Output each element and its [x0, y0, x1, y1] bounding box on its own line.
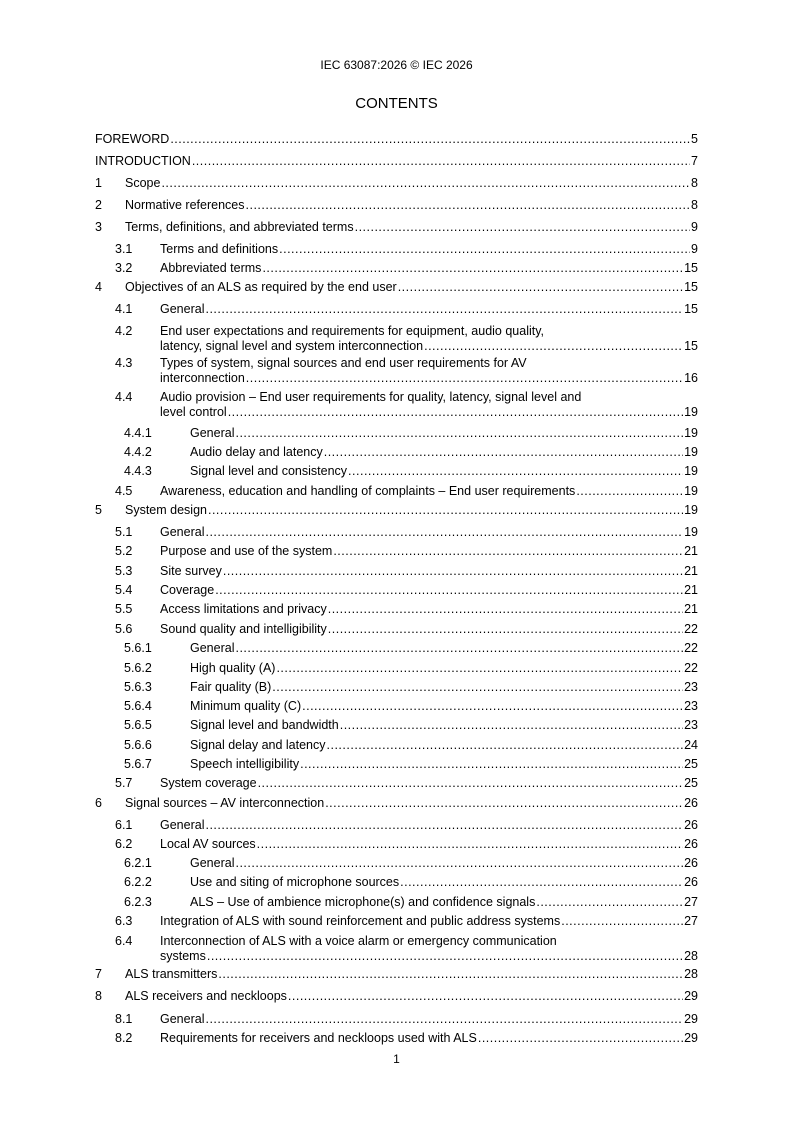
- toc-entry-page: 28: [684, 967, 698, 981]
- toc-entry-title: General: [160, 302, 205, 316]
- toc-entry-page: 22: [684, 641, 698, 655]
- dot-leader: [235, 856, 683, 871]
- toc-entry-number: 5.1: [115, 525, 133, 539]
- toc-entry-page: 21: [684, 564, 698, 578]
- toc-entry[interactable]: [95, 856, 698, 872]
- toc-entry-number: 8: [95, 989, 102, 1003]
- toc-entry-page: 8: [691, 198, 698, 212]
- toc-entry[interactable]: [95, 622, 698, 638]
- dot-leader: [161, 176, 690, 191]
- toc-entry-title: FOREWORD: [95, 132, 170, 146]
- toc-entry-number: 3: [95, 220, 102, 234]
- dot-leader: [205, 525, 683, 540]
- toc-entry[interactable]: [95, 967, 698, 983]
- toc-entry-page: 19: [684, 445, 698, 459]
- toc-entry[interactable]: [95, 503, 698, 519]
- toc-entry[interactable]: [95, 1012, 698, 1028]
- toc-entry-page: 15: [684, 339, 698, 353]
- toc-entry-number: 3.2: [115, 261, 133, 275]
- toc-entry-number: 4.2: [115, 324, 133, 338]
- dot-leader: [205, 818, 683, 833]
- toc-entry-page: 15: [684, 302, 698, 316]
- toc-entry-title: Objectives of an ALS as required by the end user: [125, 280, 397, 294]
- page-title: CONTENTS: [355, 95, 438, 112]
- toc-entry-title: General: [190, 426, 235, 440]
- toc-entry-page: 7: [691, 154, 698, 168]
- toc-entry[interactable]: [95, 934, 698, 963]
- dot-leader: [424, 339, 683, 354]
- toc-entry-title-continuation: level control: [160, 405, 227, 419]
- toc-entry-number: 5.6.5: [124, 718, 152, 732]
- toc-entry-page: 21: [684, 583, 698, 597]
- dot-leader: [324, 445, 683, 460]
- toc-entry-title: General: [160, 818, 205, 832]
- toc-entry-title: Local AV sources: [160, 837, 256, 851]
- toc-entry-title: Normative references: [125, 198, 245, 212]
- toc-entry-page: 22: [684, 622, 698, 636]
- toc-entry-number: 8.1: [115, 1012, 133, 1026]
- dot-leader: [288, 989, 683, 1004]
- dot-leader: [561, 914, 683, 929]
- toc-entry-title: Integration of ALS with sound reinforcement and public address systems: [160, 914, 561, 928]
- toc-entry-number: 8.2: [115, 1031, 133, 1045]
- toc-entry-title: Signal sources – AV interconnection: [125, 796, 325, 810]
- toc-entry-page: 24: [684, 738, 698, 752]
- dot-leader: [279, 242, 690, 257]
- toc-entry-title: General: [190, 641, 235, 655]
- toc-entry-title: ALS – Use of ambience microphone(s) and confidence signals: [190, 895, 536, 909]
- toc-entry-number: 5.4: [115, 583, 133, 597]
- dot-leader: [218, 967, 683, 982]
- toc-entry-page: 19: [684, 503, 698, 517]
- toc-entry[interactable]: [95, 198, 698, 214]
- dot-leader: [258, 776, 684, 791]
- toc-entry-title-continuation: latency, signal level and system interconnection: [160, 339, 424, 353]
- toc-entry[interactable]: [95, 261, 698, 277]
- toc-entry[interactable]: [95, 796, 698, 812]
- toc-entry-number: 5.2: [115, 544, 133, 558]
- toc-entry-number: 5.6.4: [124, 699, 152, 713]
- toc-entry-number: 5.6.3: [124, 680, 152, 694]
- toc-entry[interactable]: [95, 875, 698, 891]
- toc-entry-page: 9: [691, 242, 698, 256]
- toc-entry-number: 6.2.2: [124, 875, 152, 889]
- toc-entry-title: Coverage: [160, 583, 215, 597]
- toc-entry-title: General: [160, 1012, 205, 1026]
- dot-leader: [246, 198, 691, 213]
- toc-entry-page: 25: [684, 776, 698, 790]
- dot-leader: [333, 544, 683, 559]
- toc-entry-title: High quality (A): [190, 661, 276, 675]
- toc-entry[interactable]: [95, 464, 698, 480]
- toc-entry-title: Scope: [125, 176, 161, 190]
- toc-entry-page: 29: [684, 1012, 698, 1026]
- toc-entry[interactable]: [95, 154, 698, 170]
- toc-entry[interactable]: [95, 525, 698, 541]
- toc-entry[interactable]: [95, 564, 698, 580]
- toc-entry-title: Awareness, education and handling of complaints – End user requirements: [160, 484, 576, 498]
- toc-entry-title: Signal level and consistency: [190, 464, 348, 478]
- toc-entry[interactable]: [95, 914, 698, 930]
- toc-entry[interactable]: [95, 837, 698, 853]
- toc-entry-number: 6.2.1: [124, 856, 152, 870]
- dot-leader: [192, 154, 690, 169]
- toc-entry-page: 15: [684, 261, 698, 275]
- toc-entry-page: 27: [684, 895, 698, 909]
- toc-entry-page: 5: [691, 132, 698, 146]
- toc-entry-number: 5.5: [115, 602, 133, 616]
- toc-entry[interactable]: [95, 356, 698, 385]
- dot-leader: [223, 564, 683, 579]
- toc-entry-page: 19: [684, 405, 698, 419]
- dot-leader: [302, 699, 683, 714]
- toc-entry-page: 19: [684, 484, 698, 498]
- toc-entry[interactable]: [95, 680, 698, 696]
- toc-entry-page: 8: [691, 176, 698, 190]
- toc-entry-title: INTRODUCTION: [95, 154, 191, 168]
- toc-entry-page: 19: [684, 426, 698, 440]
- toc-entry-number: 4.4.1: [124, 426, 152, 440]
- toc-entry-page: 23: [684, 680, 698, 694]
- toc-entry-page: 29: [684, 1031, 698, 1045]
- toc-entry-title: General: [160, 525, 205, 539]
- toc-entry-page: 26: [684, 856, 698, 870]
- dot-leader: [207, 949, 683, 964]
- toc-entry-page: 16: [684, 371, 698, 385]
- toc-entry-title: Types of system, signal sources and end user requirements for AV: [160, 356, 527, 370]
- toc-entry[interactable]: [95, 738, 698, 754]
- toc-entry[interactable]: [95, 242, 698, 258]
- toc-entry-number: 4.4.2: [124, 445, 152, 459]
- toc-entry-page: 19: [684, 525, 698, 539]
- toc-entry-title: Requirements for receivers and neckloops used with ALS: [160, 1031, 477, 1045]
- dot-leader: [246, 371, 683, 386]
- toc-entry-number: 4.5: [115, 484, 133, 498]
- toc-entry-title: System coverage: [160, 776, 257, 790]
- toc-entry[interactable]: [95, 426, 698, 442]
- dot-leader: [327, 738, 684, 753]
- toc-entry-title: Fair quality (B): [190, 680, 272, 694]
- toc-entry[interactable]: [95, 176, 698, 192]
- dot-leader: [300, 757, 683, 772]
- page-header: IEC 63087:2026 © IEC 2026: [320, 58, 473, 72]
- toc-entry-number: 5.6: [115, 622, 133, 636]
- toc-entry-title: System design: [125, 503, 207, 517]
- dot-leader: [257, 837, 683, 852]
- toc-entry[interactable]: [95, 280, 698, 296]
- toc-entry-number: 1: [95, 176, 102, 190]
- dot-leader: [348, 464, 683, 479]
- toc-entry-page: 22: [684, 661, 698, 675]
- toc-entry-title-continuation: interconnection: [160, 371, 245, 385]
- toc-entry-number: 5.3: [115, 564, 133, 578]
- toc-entry-number: 6.4: [115, 934, 133, 948]
- toc-entry-number: 6.3: [115, 914, 133, 928]
- toc-entry-page: 28: [684, 949, 698, 963]
- toc-entry-title: Interconnection of ALS with a voice alarm or emergency communication: [160, 934, 557, 948]
- toc-entry-title: Use and siting of microphone sources: [190, 875, 400, 889]
- toc-entry-title: Sound quality and intelligibility: [160, 622, 327, 636]
- dot-leader: [398, 280, 683, 295]
- toc-entry[interactable]: [95, 302, 698, 318]
- toc-entry-page: 25: [684, 757, 698, 771]
- dot-leader: [400, 875, 683, 890]
- toc-entry-number: 5.6.2: [124, 661, 152, 675]
- toc-entry-number: 6.2: [115, 837, 133, 851]
- dot-leader: [276, 661, 683, 676]
- toc-entry[interactable]: [95, 220, 698, 236]
- toc-entry-page: 21: [684, 544, 698, 558]
- dot-leader: [235, 426, 683, 441]
- toc-entry-page: 9: [691, 220, 698, 234]
- toc-entry[interactable]: [95, 484, 698, 500]
- dot-leader: [208, 503, 683, 518]
- dot-leader: [235, 641, 683, 656]
- toc-entry-number: 4.1: [115, 302, 133, 316]
- toc-entry-number: 4.4: [115, 390, 133, 404]
- dot-leader: [325, 796, 683, 811]
- toc-entry[interactable]: [95, 661, 698, 677]
- toc-entry-number: 2: [95, 198, 102, 212]
- toc-entry[interactable]: [95, 818, 698, 834]
- dot-leader: [205, 302, 683, 317]
- toc-entry-page: 26: [684, 796, 698, 810]
- toc-entry-title: Minimum quality (C): [190, 699, 302, 713]
- toc-entry-title: Speech intelligibility: [190, 757, 300, 771]
- toc-entry-title: Signal level and bandwidth: [190, 718, 339, 732]
- toc-entry-page: 23: [684, 718, 698, 732]
- toc-entry-number: 4.3: [115, 356, 133, 370]
- dot-leader: [262, 261, 683, 276]
- toc-entry-number: 5.6.1: [124, 641, 152, 655]
- dot-leader: [536, 895, 683, 910]
- toc-entry[interactable]: [95, 776, 698, 792]
- toc-entry-title: Audio delay and latency: [190, 445, 323, 459]
- toc-entry-number: 4.4.3: [124, 464, 152, 478]
- dot-leader: [205, 1012, 683, 1027]
- dot-leader: [576, 484, 683, 499]
- toc-entry-number: 5.6.6: [124, 738, 152, 752]
- toc-entry-title: ALS receivers and neckloops: [125, 989, 287, 1003]
- dot-leader: [355, 220, 690, 235]
- toc-entry-title: Purpose and use of the system: [160, 544, 333, 558]
- toc-entry-page: 29: [684, 989, 698, 1003]
- toc-entry-title: ALS transmitters: [125, 967, 218, 981]
- toc-entry-title: Terms, definitions, and abbreviated terms: [125, 220, 354, 234]
- toc-entry-page: 26: [684, 818, 698, 832]
- dot-leader: [228, 405, 683, 420]
- dot-leader: [328, 622, 683, 637]
- toc-entry-page: 15: [684, 280, 698, 294]
- toc-entry-number: 6.1: [115, 818, 133, 832]
- toc-entry[interactable]: [95, 602, 698, 618]
- dot-leader: [478, 1031, 683, 1046]
- toc-entry[interactable]: [95, 1031, 698, 1047]
- toc-entry-page: 21: [684, 602, 698, 616]
- toc-entry-number: 4: [95, 280, 102, 294]
- toc-entry-number: 6.2.3: [124, 895, 152, 909]
- toc-entry-page: 27: [684, 914, 698, 928]
- toc-entry[interactable]: [95, 324, 698, 353]
- toc-entry-page: 19: [684, 464, 698, 478]
- toc-entry-title: Access limitations and privacy: [160, 602, 327, 616]
- toc-entry-page: 26: [684, 837, 698, 851]
- dot-leader: [170, 132, 690, 147]
- toc-entry-title: General: [190, 856, 235, 870]
- toc-entry-title: Signal delay and latency: [190, 738, 326, 752]
- toc-entry-title: End user expectations and requirements for equipment, audio quality,: [160, 324, 545, 338]
- toc-entry-number: 5: [95, 503, 102, 517]
- toc-entry-title: Site survey: [160, 564, 222, 578]
- toc-entry-number: 5.6.7: [124, 757, 152, 771]
- toc-entry[interactable]: [95, 641, 698, 657]
- toc-entry-title: Terms and definitions: [160, 242, 279, 256]
- toc-entry-number: 3.1: [115, 242, 133, 256]
- toc-entry[interactable]: [95, 757, 698, 773]
- toc-entry-number: 7: [95, 967, 102, 981]
- toc-entry[interactable]: [95, 445, 698, 461]
- toc-entry[interactable]: [95, 989, 698, 1005]
- dot-leader: [328, 602, 683, 617]
- toc-entry-number: 5.7: [115, 776, 133, 790]
- toc-entry[interactable]: [95, 390, 698, 419]
- dot-leader: [340, 718, 683, 733]
- toc-entry[interactable]: [95, 583, 698, 599]
- toc-entry[interactable]: [95, 544, 698, 560]
- toc-entry-page: 23: [684, 699, 698, 713]
- toc-entry-title: Audio provision – End user requirements for quality, latency, signal level and: [160, 390, 582, 404]
- toc-entry[interactable]: [95, 718, 698, 734]
- page-number: 1: [393, 1052, 400, 1066]
- dot-leader: [215, 583, 683, 598]
- dot-leader: [272, 680, 683, 695]
- toc-entry-title: Abbreviated terms: [160, 261, 262, 275]
- toc-entry-page: 26: [684, 875, 698, 889]
- toc-entry[interactable]: [95, 132, 698, 148]
- toc-entry[interactable]: [95, 699, 698, 715]
- toc-entry-number: 6: [95, 796, 102, 810]
- toc-entry-title-continuation: systems: [160, 949, 206, 963]
- toc-entry[interactable]: [95, 895, 698, 911]
